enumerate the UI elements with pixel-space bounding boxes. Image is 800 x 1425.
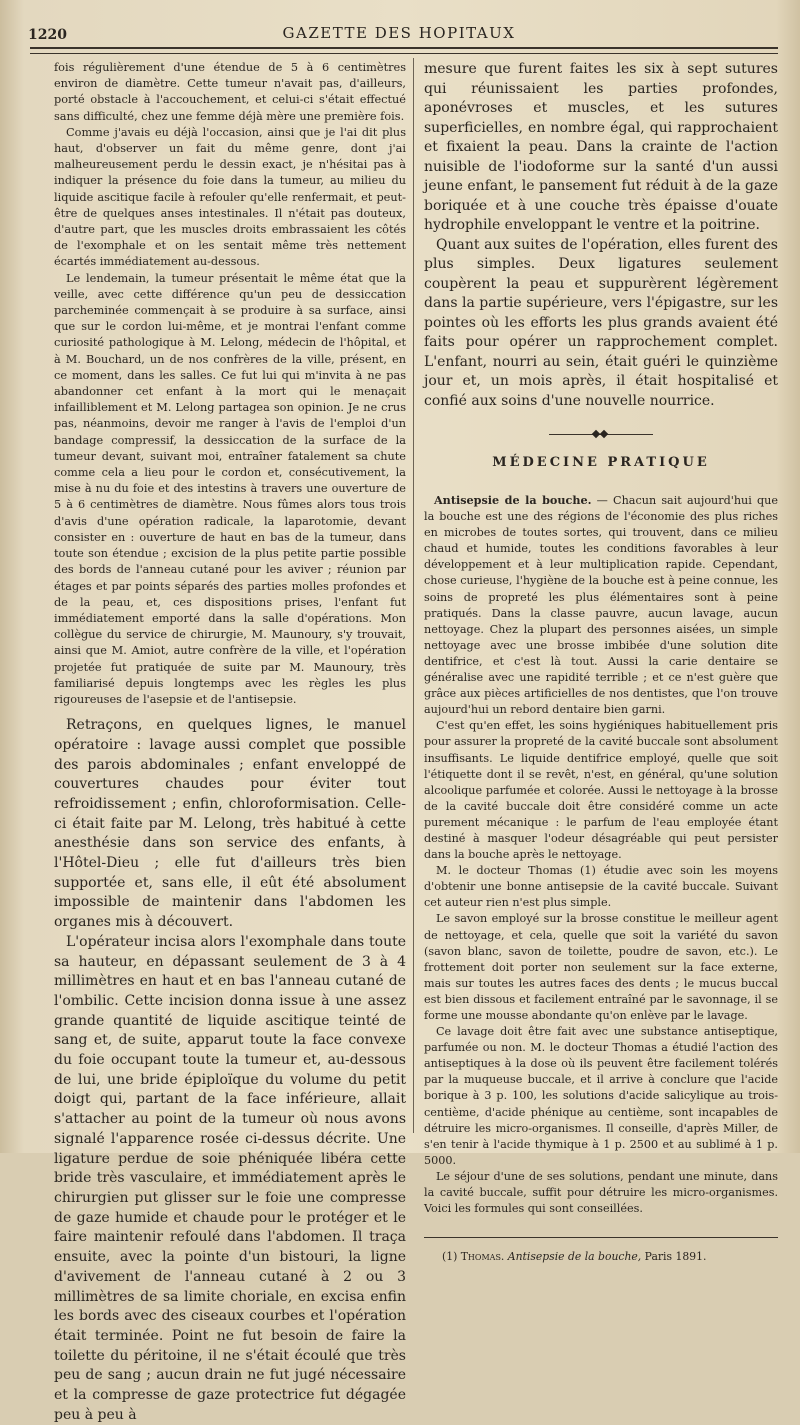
left-large-text [54,716,406,1425]
paragraph: Retraçons, en quelques lignes, le manuel opératoire : lavage aussi complet que possible des parois abdominales ; enfant enveloppé de couvertures chaudes pour éviter tout refroidissement ; enfin, chloroformisation. Celle-ci était faite par M. Lelong, très habitué à cette anesthésie dans son service des enfants, à l'Hôtel-Dieu ; elle fut d'ailleurs très bien supportée et, sans elle, il eût été absolument impossible de maintenir dans l'abdomen les organes mis à découvert. [54,717,406,931]
column-divider [413,58,414,1133]
paragraph: L'opérateur incisa alors l'exomphale dans toute sa hauteur, en dépassant seulement de 3 à 4 millimètres en haut et en bas l'anneau cutané de l'ombilic. Cette incision donna issue à une assez grande quantité de liquide ascitique teinté de sang et, de suite, apparut toute la face convexe du foie occupant toute la tumeur et, au-dessous de lui, une bride épiploïque du volume du petit doigt qui, partant de la face inférieure, allait s'attacher au point de la tumeur où nous avons signalé l'apparence rosée ci-dessus décrite. Une ligature perdue de soie phéniquée libéra cette bride très vasculaire, et immédiatement après le chirurgien put glisser sur le foie une compresse de gaze humide et chaude pour le protéger et le faire maintenir refoulé dans l'abdomen. Il traça ensuite, avec la pointe d'un bistouri, la ligne d'avivement de l'anneau cutané à 2 ou 3 millimètres de sa limite choriale, en excisa enfin les bords avec des ciseaux courbes et l'opération était terminée. Point ne fut besoin de faire la toilette du péritoine, il ne s'était écoulé que très peu de sang ; aucun drain ne fut jugé nécessaire et la compresse de gaze protectrice fut dégagée peu à peu à [54,933,406,1423]
article-lead: Antisepsie de la bouche. [434,493,592,507]
paragraph: M. le docteur Thomas (1) étudie avec soin les moyens d'obtenir une bonne antisepsie de la cavité buccale. Suivant cet auteur rien n'est plus simple. [424,864,778,910]
paragraph: Comme j'avais eu déjà l'occasion, ainsi que je l'ai dit plus haut, d'observer un fait du même genre, dont j'ai malheureusement perdu le dessin exact, je n'hésitai pas à indiquer la présence du foie dans la tumeur, au milieu du liquide ascitique facile à refouler qu'elle renfermait, et peut-être de quelques anses intestinales. Il n'était pas douteux, d'autre part, que les muscles droits embrassaient les côtés de l'exomphale et on les sentait même très nettement écartés immédiatement au-dessous. [54,125,406,269]
section-ornament [549,431,653,439]
right-large-text [424,60,778,411]
paragraph: Le lendemain, la tumeur présentait le même état que la veille, avec cette différence qu'un peu de dessiccation parcheminée commençait à se produire à sa surface, ainsi que sur le cordon lui-même, et je montrai l'enfant comme curiosité pathologique à M. Lelong, médecin de l'hôpital, et à M. Bouchard, un de nos confrères de la ville, présent, en ce moment, dans les salles. Ce fut lui qui m'invita à ne pas abandonner cet enfant à la mort qui le menaçait infailliblement et M. Lelong partagea son opinion. Je ne crus pas, néanmoins, devoir me ranger à l'avis de l'emploi d'un bandage compressif, la dessiccation de la surface de la tumeur devant, suivant moi, entraîner fatalement sa chute comme cela a lieu pour le cordon et, consécutivement, la mise à nu du foie et des intestins à travers une ouverture de 5 à 6 centimètres de diamètre. Nous fûmes alors tous trois d'avis d'une opération radicale, la laparotomie, devant consister en : ouverture de haut en bas de la tumeur, dans toute son étendue ; excision de la plus petite partie possible des bords de l'anneau cutané pour les aviver ; réunion par étages et par points séparés des parties molles profondes et de la peau, et, ces dispositions prises, l'enfant fut immédiatement emporté dans la salle d'opérations. Mon collègue du service de chirurgie, M. Maunoury, s'y trouvait, ainsi que M. Amiot, autre confrère de la ville, et l'opération projetée fut pratiquée de suite par M. Maunoury, très familiarisé depuis longtemps avec les règles les plus rigoureuses de l'asepsie et de l'antisepsie. [54,271,406,706]
right-column [424,60,778,1263]
footnote: (1) Thomas. Antisepsie de la bouche, Paris 1891. [442,1250,707,1264]
paragraph: Quant aux suites de l'opération, elles furent des plus simples. Deux ligatures seulement coupèrent la peau et suppurèrent légèrement dans la partie supérieure, vers l'épigastre, sur les pointes où les efforts les plus grands avaient été faits pour opérer un rapprochement complet. L'enfant, nourri au sein, était guéri le quinzième jour et, un mois après, il était hospitalisé et confié aux soins d'une nouvelle nourrice. [424,236,778,409]
paragraph: C'est qu'en effet, les soins hygiéniques habituellement pris pour assurer la propreté de la cavité buccale sont absolument insuffisants. Le liquide dentifrice employé, quelle que soit l'étiquette dont il se revêt, n'est, en général, qu'une solution alcoolique parfumée et colorée. Aussi le nettoyage à la brosse de la cavité buccale doit être considéré comme un acte purement mécanique : le parfum de l'eau employée étant destiné à masquer l'odeur désagréable qui peut persister dans la bouche après le nettoyage. [424,719,778,862]
header-rule [30,47,778,54]
article-lead-paragraph: Antisepsie de la bouche. — Chacun sait aujourd'hui que la bouche est une des régions de l'économie des plus riches en microbes de toutes sortes, qui trouvent, dans ce milieu chaud et humide, toutes les conditions favorables à leur développement et à leur multiplication rapide. Cependant, chose curieuse, l'hygiène de la bouche est à peine connue, les soins de propreté les plus élémentaires sont à peine pratiqués. Dans la classe pauvre, aucun lavage, aucun nettoyage. Chez la plupart des personnes aisées, un simple nettoyage avec une brosse imbibée d'une solution dite dentifrice, et c'est là tout. Aussi la carie dentaire se généralise avec une rapidité terrible ; et ce n'est guère que grâce aux pièces artificielles de nos dentistes, que l'on trouve aujourd'hui un rebord dentaire bien garni. [424,493,778,717]
running-title: GAZETTE DES HOPITAUX [282,24,516,42]
paragraph: mesure que furent faites les six à sept sutures qui réunissaient les parties profondes, aponévroses et muscles, et les sutures superficielles, en nombre égal, qui rapprochaient et fixaient la peau. Dans la crainte de l'action nuisible de l'iodoforme sur la santé d'un aussi jeune enfant, le pansement fut réduit à de la gaze boriquée et à une couche très épaisse d'ouate hydrophile enveloppant le ventre et la poitrine. [424,61,778,233]
page-header [20,22,778,44]
footnote-rule [424,1237,778,1238]
article-text [424,492,778,1217]
left-small-text [54,60,406,708]
section-title: MÉDECINE PRATIQUE [492,455,710,470]
paragraph: fois régulièrement d'une étendue de 5 à 6 centimètres environ de diamètre. Cette tumeur n'avait pas, d'ailleurs, porté obstacle à l'accouchement, et celui-ci s'était effectué sans difficulté, chez une femme déjà mère une première fois. [54,61,406,123]
paragraph: Le séjour d'une de ses solutions, pendant une minute, dans la cavité buccale, suffit pour détruire les micro-organismes. Voici les formules qui sont conseillées. [424,1169,778,1216]
left-column [54,60,406,1425]
page-number: 1220 [28,27,67,43]
paragraph: Ce lavage doit être fait avec une substance antiseptique, parfumée ou non. M. le docteur Thomas a étudié l'action des antiseptiques à la dose où ils peuvent être facilement tolérés par la muqueuse buccale, et il arrive à conclure que l'acide borique à 3 p. 100, les solutions d'acide salicylique au trois-centième, d'acide phénique au centième, sont incapables de détruire les micro-organismes. Il conseille, d'après Miller, de s'en tenir à l'acide thymique à 1 p. 2500 et au sublimé à 1 p. 5000. [424,1025,778,1167]
paragraph: Le savon employé sur la brosse constitue le meilleur agent de nettoyage, et cela, quelle que soit la variété du savon (savon blanc, savon de toilette, poudre de savon, etc.). Le frottement doit porter non seulement sur la face externe, mais sur toutes les autres faces des dents ; le mucus buccal est bien dissous et facilement entraîné par le savonnage, il se forme une mousse abondante qu'on enlève par le lavage. [424,912,778,1022]
